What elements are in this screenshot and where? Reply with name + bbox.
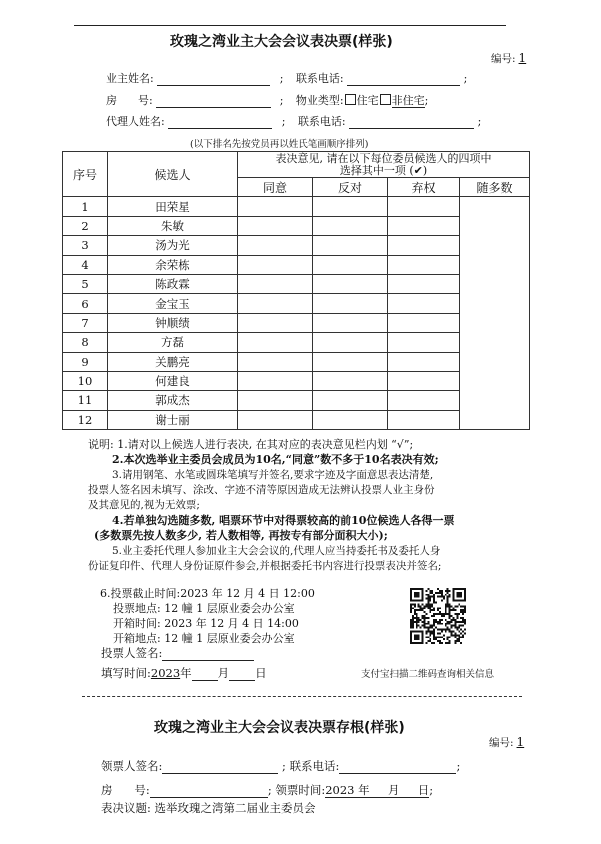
stub-topic: 表决议题: 选举玫瑰之湾第二届业主委员会 bbox=[101, 801, 316, 815]
col-majority-header: 随多数 bbox=[460, 178, 530, 197]
vote-table bbox=[62, 151, 530, 430]
property-opt-residential: 住宅 bbox=[356, 94, 379, 107]
table-row bbox=[63, 352, 530, 371]
abstain-cell[interactable] bbox=[388, 352, 460, 371]
candidate-no: 8 bbox=[63, 333, 108, 352]
owner-phone-label: 联系电话: bbox=[295, 72, 344, 85]
fill-day-char: 日 bbox=[255, 666, 267, 680]
candidate-name: 何建良 bbox=[108, 371, 238, 390]
table-row bbox=[63, 333, 530, 352]
candidate-no: 10 bbox=[63, 371, 108, 390]
fill-year: 2023 bbox=[150, 666, 181, 680]
qr-code-icon[interactable] bbox=[410, 588, 466, 644]
agree-cell[interactable] bbox=[238, 216, 313, 235]
table-row bbox=[63, 236, 530, 255]
candidate-name: 金宝玉 bbox=[108, 294, 238, 313]
note-3c: 及其意见的,视为无效票; bbox=[88, 499, 200, 511]
receive-year-char: 年 bbox=[358, 783, 370, 797]
agree-cell[interactable] bbox=[238, 294, 313, 313]
fill-time-row bbox=[101, 665, 267, 681]
candidate-name: 方磊 bbox=[108, 333, 238, 352]
agree-cell[interactable] bbox=[238, 274, 313, 293]
receive-day-char: 日 bbox=[417, 783, 430, 797]
separator: ; bbox=[477, 115, 482, 128]
oppose-cell[interactable] bbox=[313, 216, 388, 235]
abstain-cell[interactable] bbox=[388, 371, 460, 390]
stub-number bbox=[489, 735, 524, 750]
candidate-no: 6 bbox=[63, 294, 108, 313]
table-row bbox=[63, 255, 530, 274]
proxy-phone-field[interactable] bbox=[349, 116, 474, 129]
receiver-sign-label: 领票人签名: bbox=[101, 759, 163, 773]
agree-cell[interactable] bbox=[238, 313, 313, 332]
oppose-cell[interactable] bbox=[313, 236, 388, 255]
col-opinion-line2: 选择其中一项 (✔) bbox=[339, 163, 428, 177]
proxy-name-label: 代理人姓名: bbox=[106, 115, 165, 128]
ballot-title: 玫瑰之湾业主大会会议表决票(样张) bbox=[170, 34, 393, 50]
candidate-no: 4 bbox=[63, 255, 108, 274]
candidate-name: 田荣星 bbox=[108, 197, 238, 216]
candidate-no: 11 bbox=[63, 391, 108, 410]
note-3a: 3.请用钢笔、水笔或圆珠笔填写并签名,要求字迹及字面意思表达清楚, bbox=[112, 469, 434, 481]
table-row bbox=[63, 216, 530, 235]
agree-cell[interactable] bbox=[238, 255, 313, 274]
property-type-label: 物业类型: bbox=[295, 94, 344, 107]
note-5b: 份证复印件、代理人身份证原件参会,并根据委托书内容进行投票表决并签名; bbox=[88, 560, 442, 572]
col-abstain-header: 弃权 bbox=[388, 178, 460, 197]
ballot-number bbox=[491, 51, 526, 66]
separator: ; bbox=[267, 783, 272, 797]
owner-name-field[interactable] bbox=[157, 73, 270, 86]
note-1: 说明: 1.请对以上候选人进行表决, 在其对应的表决意见栏内划 “√”; bbox=[88, 438, 414, 451]
agree-cell[interactable] bbox=[238, 236, 313, 255]
top-rule bbox=[74, 25, 506, 26]
separator: ; bbox=[279, 94, 284, 107]
proxy-phone-label: 联系电话: bbox=[297, 115, 346, 128]
stub-phone-label: 联系电话: bbox=[289, 759, 340, 773]
non-residential-checkbox[interactable] bbox=[380, 94, 391, 105]
receive-year: 2023 bbox=[325, 783, 355, 797]
majority-cell[interactable] bbox=[460, 197, 530, 430]
room-row bbox=[106, 92, 428, 108]
agree-cell[interactable] bbox=[238, 352, 313, 371]
agree-cell[interactable] bbox=[238, 333, 313, 352]
candidate-no: 3 bbox=[63, 236, 108, 255]
fill-month-char: 月 bbox=[217, 666, 230, 680]
oppose-cell[interactable] bbox=[313, 197, 388, 216]
abstain-cell[interactable] bbox=[388, 236, 460, 255]
voter-sign-label: 投票人签名: bbox=[101, 646, 163, 660]
abstain-cell[interactable] bbox=[388, 313, 460, 332]
abstain-cell[interactable] bbox=[388, 410, 460, 429]
stub-receiver-row bbox=[101, 758, 460, 774]
abstain-cell[interactable] bbox=[388, 294, 460, 313]
ballot-number-value: 1 bbox=[518, 51, 527, 65]
table-row bbox=[63, 294, 530, 313]
ballot-number-label: 编号: bbox=[491, 53, 516, 65]
agree-cell[interactable] bbox=[238, 410, 313, 429]
fill-year-char: 年 bbox=[180, 666, 192, 680]
stub-room-field[interactable] bbox=[150, 785, 268, 798]
oppose-cell[interactable] bbox=[313, 274, 388, 293]
note-6a: 6.投票截止时间:2023 年 12 月 4 日 12:00 bbox=[100, 587, 315, 600]
table-row bbox=[63, 313, 530, 332]
qr-caption: 支付宝扫描二维码查询相关信息 bbox=[361, 669, 495, 680]
agree-cell[interactable] bbox=[238, 371, 313, 390]
stub-phone-field[interactable] bbox=[339, 761, 456, 774]
receive-month-char: 月 bbox=[387, 783, 400, 797]
candidate-no: 5 bbox=[63, 274, 108, 293]
oppose-cell[interactable] bbox=[313, 313, 388, 332]
separator: ; bbox=[281, 115, 286, 128]
col-opinion-line1: 表决意见, 请在以下每位委员候选人的四项中 bbox=[275, 151, 492, 165]
table-row bbox=[63, 274, 530, 293]
candidate-name: 谢士丽 bbox=[108, 410, 238, 429]
note-4a: 4.若单独勾选随多数, 唱票环节中对得票较高的前10位候选人各得一票 bbox=[112, 514, 455, 527]
room-label: 房 号: bbox=[106, 94, 153, 107]
table-row bbox=[63, 371, 530, 390]
owner-name-label: 业主姓名: bbox=[106, 72, 154, 85]
separator: ; bbox=[429, 783, 434, 797]
stub-room-label: 房 号: bbox=[101, 783, 150, 797]
property-opt-nonresidential: 非住宅 bbox=[391, 94, 425, 107]
col-oppose-header: 反对 bbox=[313, 178, 388, 197]
note-6d: 开箱地点: 12 幢 1 层原业委会办公室 bbox=[113, 632, 295, 645]
note-4b: (多数票先按人数多少, 若人数相等, 再按专有部分面积大小); bbox=[94, 529, 388, 542]
separator: ; bbox=[279, 72, 284, 85]
candidate-no: 2 bbox=[63, 216, 108, 235]
agree-cell[interactable] bbox=[238, 197, 313, 216]
abstain-cell[interactable] bbox=[388, 255, 460, 274]
voter-sign-row bbox=[101, 645, 254, 661]
oppose-cell[interactable] bbox=[313, 352, 388, 371]
proxy-row bbox=[106, 113, 481, 129]
oppose-cell[interactable] bbox=[313, 255, 388, 274]
stub-number-label: 编号: bbox=[489, 737, 514, 749]
candidate-name: 陈政霖 bbox=[108, 274, 238, 293]
stub-title: 玫瑰之湾业主大会会议表决票存根(样张) bbox=[154, 720, 405, 736]
oppose-cell[interactable] bbox=[313, 410, 388, 429]
residential-checkbox[interactable] bbox=[345, 94, 356, 105]
note-6b: 投票地点: 12 幢 1 层原业委会办公室 bbox=[113, 602, 295, 615]
candidate-name: 余荣栋 bbox=[108, 255, 238, 274]
receive-date-field[interactable] bbox=[325, 783, 429, 798]
abstain-cell[interactable] bbox=[388, 333, 460, 352]
abstain-cell[interactable] bbox=[388, 216, 460, 235]
table-row bbox=[63, 197, 530, 216]
separator: ; bbox=[463, 72, 468, 85]
agree-cell[interactable] bbox=[238, 391, 313, 410]
receive-time-label: 领票时间: bbox=[275, 783, 326, 797]
room-field[interactable] bbox=[156, 95, 271, 108]
fill-time-label: 填写时间: bbox=[101, 666, 151, 680]
col-no-header: 序号 bbox=[63, 152, 108, 197]
cut-line bbox=[82, 696, 522, 697]
candidate-name: 汤为光 bbox=[108, 236, 238, 255]
table-row bbox=[63, 391, 530, 410]
oppose-cell[interactable] bbox=[313, 294, 388, 313]
sort-note: (以下排名先按党员再以姓氏笔画顺序排列) bbox=[190, 139, 369, 150]
col-agree-header: 同意 bbox=[238, 178, 313, 197]
table-header-row bbox=[63, 152, 530, 178]
note-5a: 5.业主委托代理人参加业主大会会议的,代理人应当持委托书及委托人身 bbox=[112, 545, 441, 557]
col-candidate-header: 候选人 bbox=[108, 152, 238, 197]
owner-name-row bbox=[106, 70, 467, 86]
separator: ; bbox=[282, 759, 286, 773]
candidate-name: 关鹏亮 bbox=[108, 352, 238, 371]
proxy-name-field[interactable] bbox=[168, 116, 272, 129]
table-row bbox=[63, 410, 530, 429]
oppose-cell[interactable] bbox=[313, 371, 388, 390]
separator: ; bbox=[424, 94, 429, 107]
separator: ; bbox=[456, 759, 461, 773]
voter-sign-field[interactable] bbox=[162, 648, 254, 661]
candidate-name: 朱敏 bbox=[108, 216, 238, 235]
candidate-name: 郭成杰 bbox=[108, 391, 238, 410]
abstain-cell[interactable] bbox=[388, 391, 460, 410]
abstain-cell[interactable] bbox=[388, 274, 460, 293]
fill-month-field[interactable] bbox=[192, 668, 218, 681]
note-3b: 投票人签名因未填写、涂改、字迹不清等原因造成无法辨认投票人业主身份 bbox=[88, 484, 435, 496]
oppose-cell[interactable] bbox=[313, 333, 388, 352]
candidate-no: 12 bbox=[63, 410, 108, 429]
note-6c: 开箱时间: 2023 年 12 月 4 日 14:00 bbox=[113, 617, 299, 630]
abstain-cell[interactable] bbox=[388, 197, 460, 216]
candidate-no: 7 bbox=[63, 313, 108, 332]
owner-phone-field[interactable] bbox=[347, 73, 460, 86]
candidate-no: 9 bbox=[63, 352, 108, 371]
stub-number-value: 1 bbox=[516, 735, 525, 749]
note-2: 2.本次选举业主委员会成员为10名,“同意”数不多于10名表决有效; bbox=[112, 453, 439, 466]
col-opinion-header bbox=[238, 152, 530, 178]
receiver-sign-field[interactable] bbox=[162, 761, 278, 774]
candidate-name: 钟顺绩 bbox=[108, 313, 238, 332]
candidate-no: 1 bbox=[63, 197, 108, 216]
fill-day-field[interactable] bbox=[229, 668, 255, 681]
oppose-cell[interactable] bbox=[313, 391, 388, 410]
stub-room-row bbox=[101, 782, 433, 798]
